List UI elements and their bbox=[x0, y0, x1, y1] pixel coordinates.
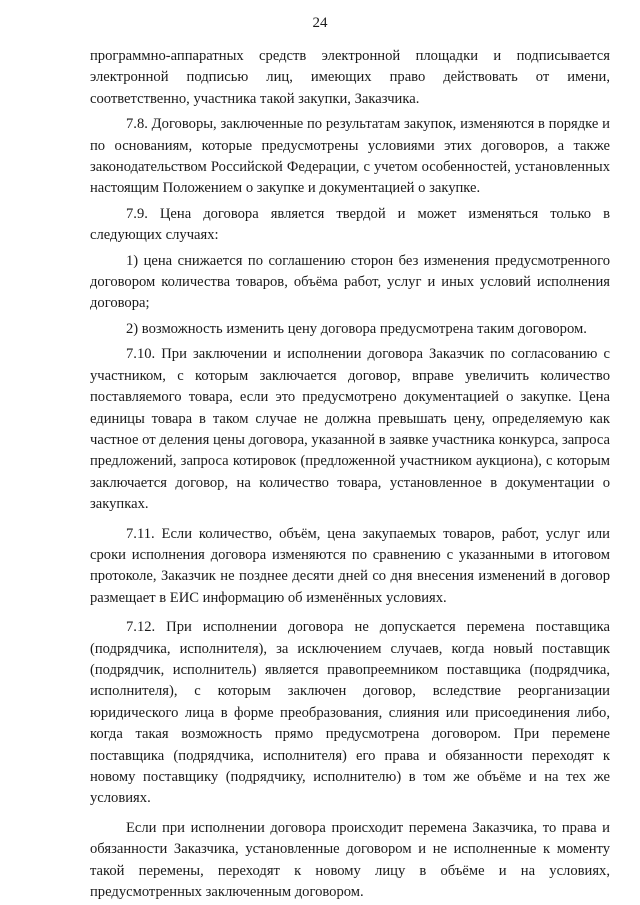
paragraph-continuation: программно-аппаратных средств электронной площадки и подписывается электронной подписью лиц, имеющих право действовать от имени, соответственно, участника такой закупки, Заказчика. bbox=[90, 48, 610, 107]
paragraph-7-11: 7.11. Если количество, объём, цена закупаемых товаров, работ, услуг или сроки исполнения договора изменяются по сравнению с указанными в итоговом протоколе, Заказчик не позднее десяти дней со дня внесения изменений в договор размещает в ЕИС информацию об изменённых условиях. bbox=[90, 525, 610, 606]
paragraph-7-8: 7.8. Договоры, заключенные по результатам закупок, изменяются в порядке и по основаниям, которые предусмотрены условиями этих договоров, а также законодательством Российской Федерации, с учетом особенностей, установленных настоящим Положением о закупке и документацией о закупке. bbox=[90, 116, 610, 197]
page-number: 24 bbox=[312, 15, 328, 31]
paragraph-customer-change: Если при исполнении договора происходит перемена Заказчика, то права и обязанности Заказчика, установленные договором и не исполненные к моменту такой перемены, переходят к новому лицу в объёме и на условиях, предусмотренных заключенным договором. bbox=[90, 819, 610, 901]
document-body bbox=[90, 46, 610, 905]
paragraph-7-10: 7.10. При заключении и исполнении договора Заказчик по согласованию с участником, с которым заключается договор, вправе увеличить количество поставляемого товара, если это предусмотрено документацией о закупке. Цена единицы товара в таком случае не должна превышать цену, определяемую как частное от деления цены договора, указанной в заявке участника конкурса, запроса предложений, запроса котировок (предложенной участником аукциона), с которым заключается договор, на количество товара, установленное в документации о закупках. bbox=[90, 346, 610, 513]
list-item-1: 1) цена снижается по соглашению сторон без изменения предусмотренного договором количества товаров, объёма работ, услуг и иных условий исполнения договора; bbox=[90, 252, 610, 312]
paragraph-7-9: 7.9. Цена договора является твердой и может изменяться только в следующих случаях: bbox=[90, 205, 610, 244]
paragraph-7-12: 7.12. При исполнении договора не допускается перемена поставщика (подрядчика, исполнителя), за исключением случаев, когда новый поставщик (подрядчик, исполнитель) является правопреемником поставщика (подрядчика, исполнителя), с которым заключен договор, вследствие реорганизации юридического лица в форме преобразования, слияния или присоединения либо, когда такая возможность прямо предусмотрена договором. При перемене поставщика (подрядчика, исполнителя) его права и обязанности переходят к новому поставщику (подрядчику, исполнителю) в том же объёме и на тех же условиях. bbox=[90, 619, 610, 807]
list-item-2: 2) возможность изменить цену договора предусмотрена таким договором. bbox=[126, 320, 587, 337]
